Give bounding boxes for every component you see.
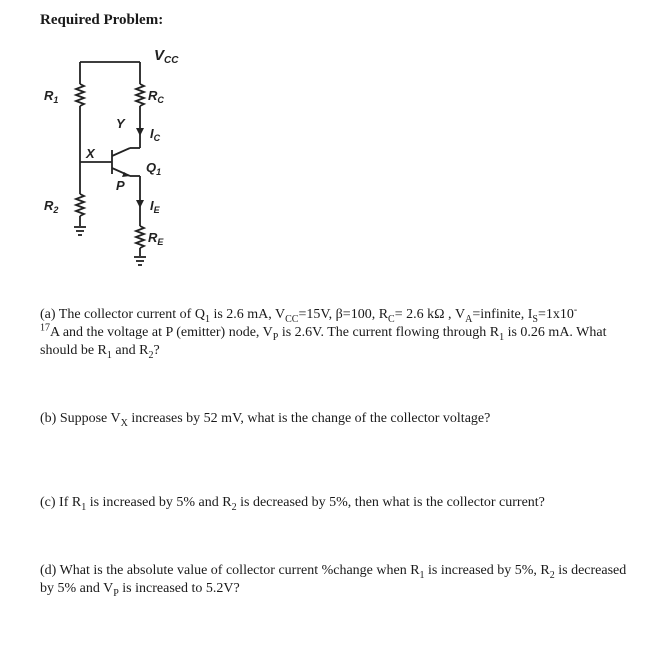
ie-arrow bbox=[136, 200, 144, 208]
node-x-label: X bbox=[86, 146, 95, 161]
heading: Required Problem: bbox=[40, 12, 164, 28]
re-label: $R_E$ bbox=[148, 230, 164, 247]
ie-label: $I_E$ bbox=[150, 198, 160, 215]
r2-label: $R_2$ bbox=[44, 198, 59, 215]
rc-resistor bbox=[136, 84, 144, 106]
transistor-q1 bbox=[112, 148, 140, 176]
vcc-label: $V_{CC}$ bbox=[154, 47, 179, 66]
rc-label: $R_C$ bbox=[148, 88, 164, 105]
question-a: (a) The collector current of $Q_1$ is 2.6 mA, $V_{CC}=15V$, β=100, $R_C= 2.6$ kΩ , $V_A=infinite$, $I_S=1x10^-$ $^{17}$A and the voltage at P (emitter) node, $V_P$ is 2.6V. The current flowing through $R_1$ is 0.26 mA. What should be $R_1$ and $R_2$? bbox=[40, 304, 607, 361]
node-p-label: P bbox=[116, 178, 125, 193]
node-y-label: Y bbox=[116, 116, 125, 131]
r1-resistor bbox=[76, 84, 84, 106]
question-d: (d) What is the absolute value of collector current %change when $R_1$ is increased by 5%, $R_2$ is decreased by 5% and $V_P$ is increased to 5.2V? bbox=[40, 563, 627, 599]
r1-label: $R_1$ bbox=[44, 88, 59, 105]
circuit-diagram bbox=[0, 0, 657, 300]
ic-arrow bbox=[136, 128, 144, 136]
ic-label: $I_C$ bbox=[150, 126, 161, 143]
q1-label: $Q_1$ bbox=[146, 160, 162, 177]
re-resistor bbox=[136, 226, 144, 248]
question-b: (b) Suppose $V_X$ increases by 52 mV, what is the change of the collector voltage? bbox=[40, 411, 491, 429]
question-c: (c) If $R_1$ is increased by 5% and $R_2$ is decreased by 5%, then what is the collector current? bbox=[40, 495, 545, 513]
r2-resistor bbox=[76, 194, 84, 216]
ground-symbol-re bbox=[134, 257, 146, 265]
ground-symbol-r2 bbox=[74, 227, 86, 235]
